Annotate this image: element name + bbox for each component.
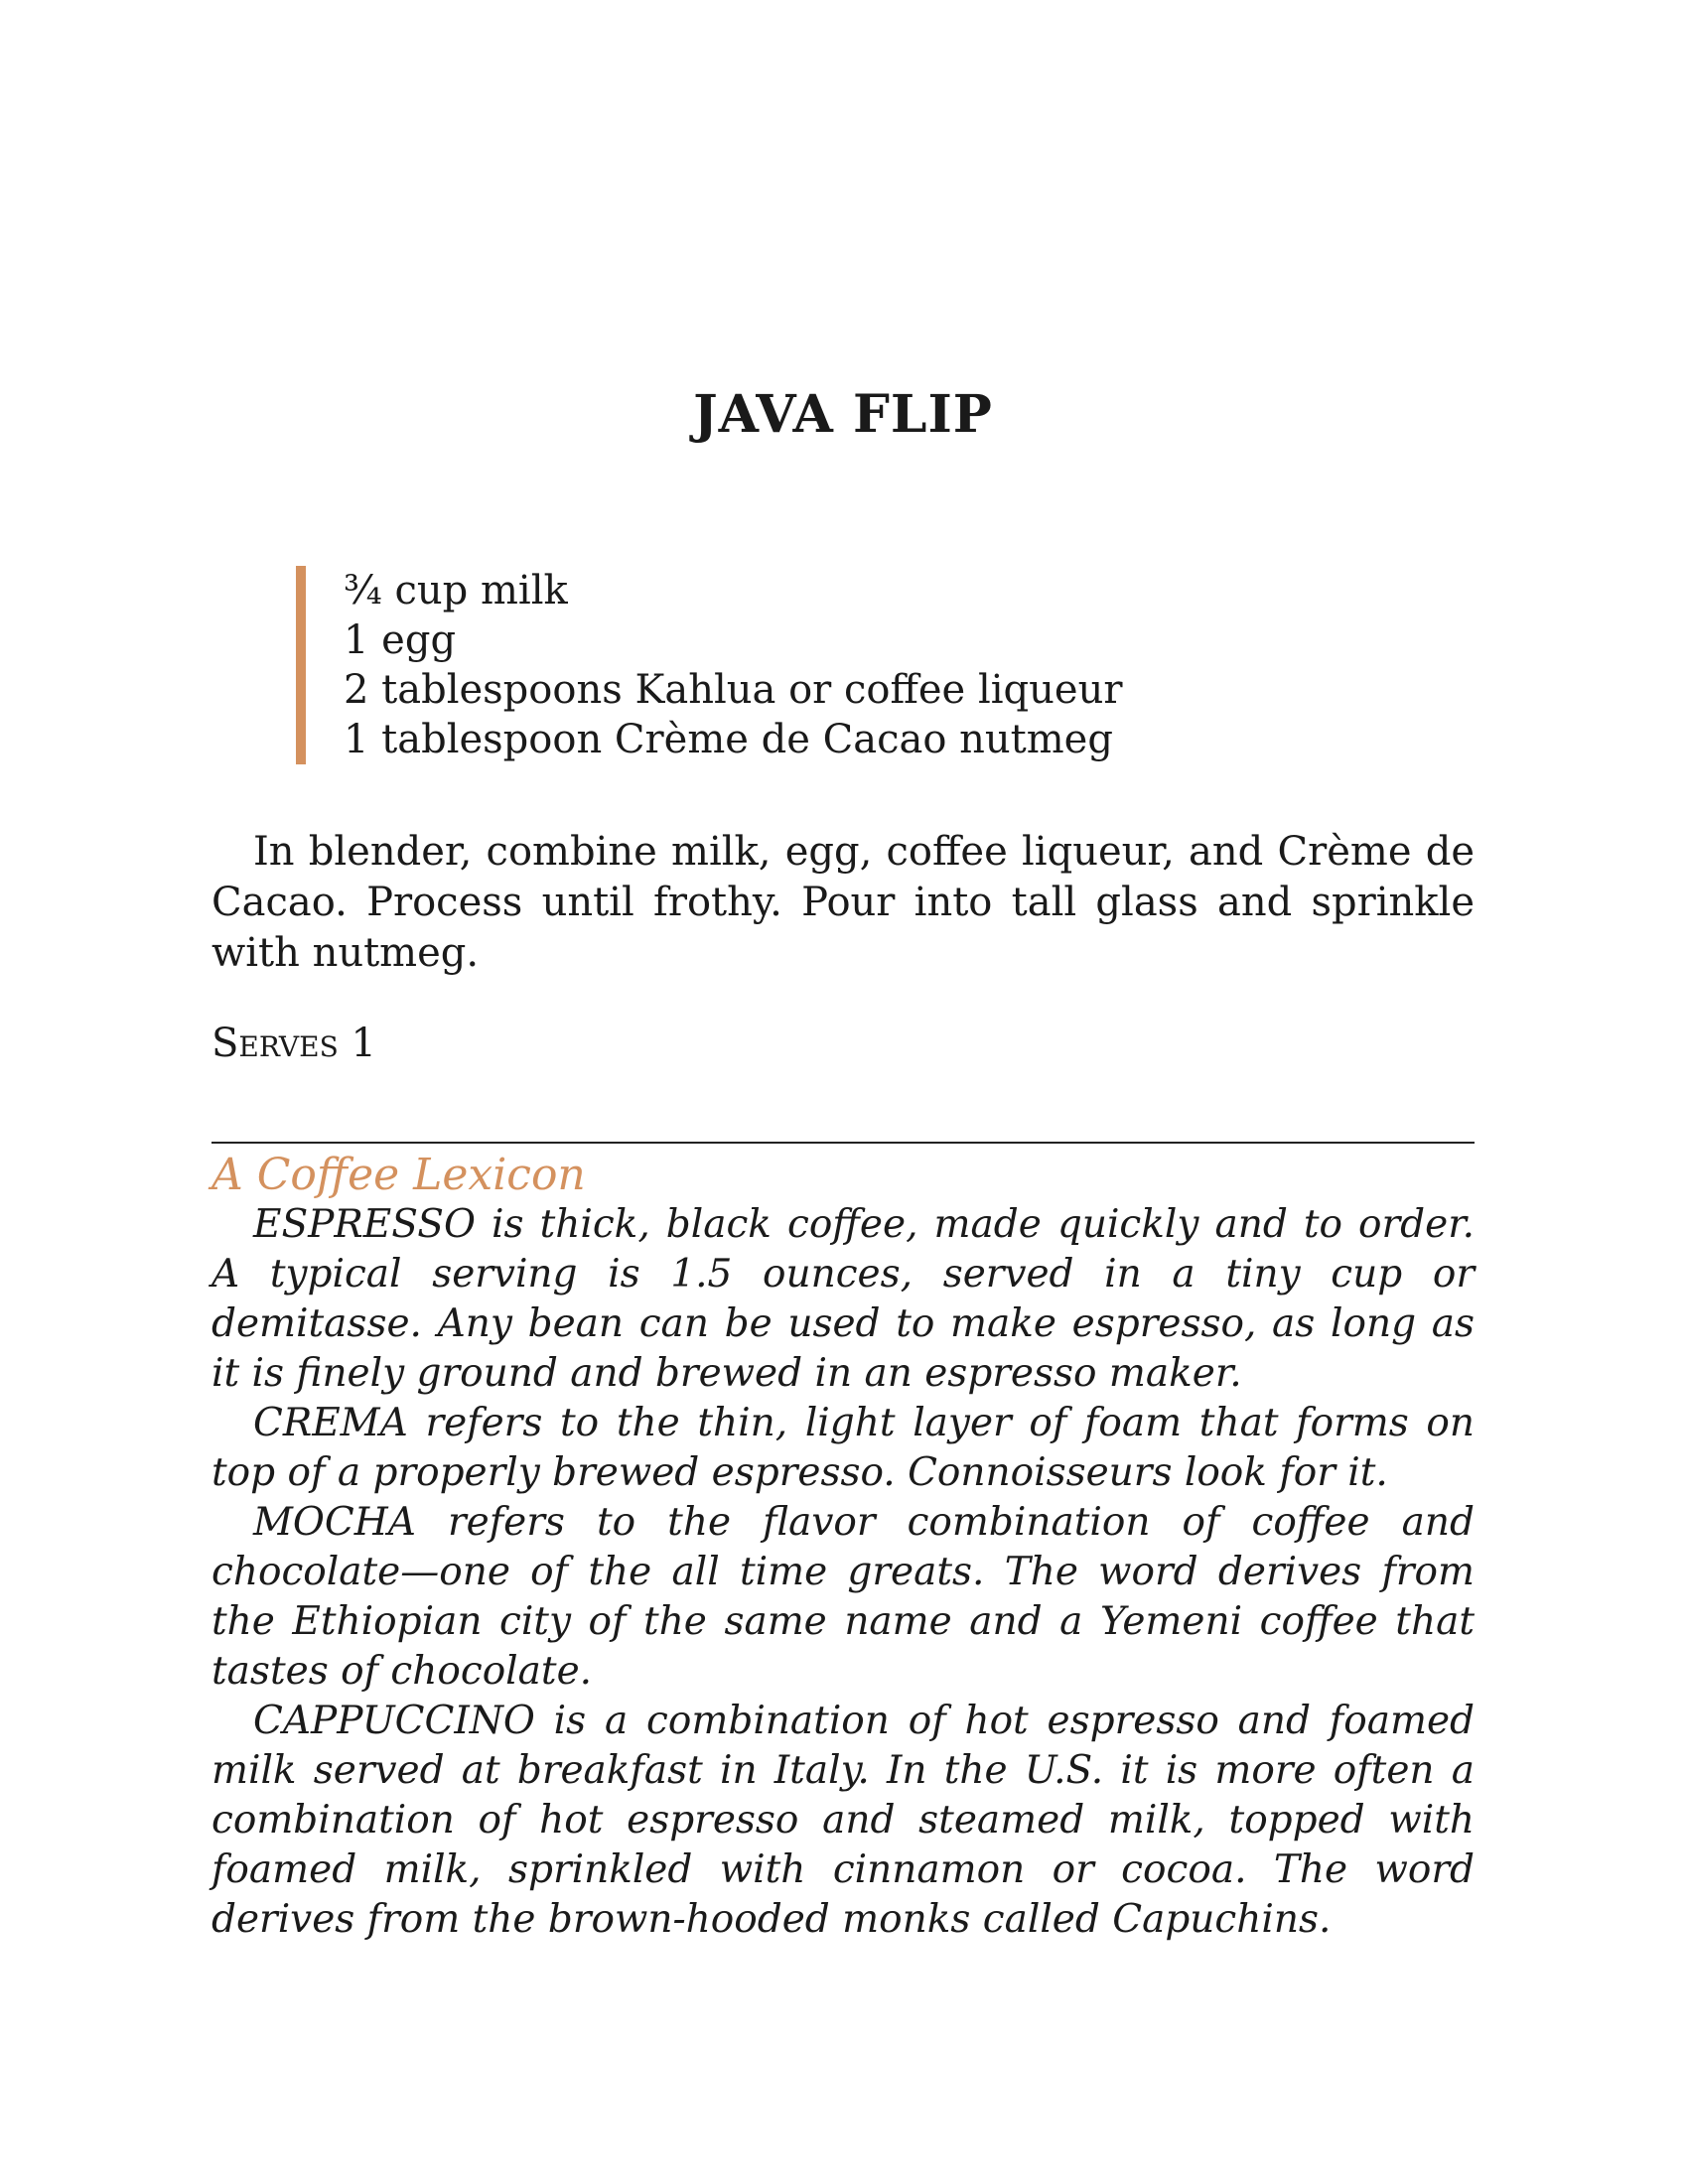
ingredient-item: 1 egg bbox=[344, 617, 457, 663]
ingredient-item: 1 tablespoon Crème de Cacao nutmeg bbox=[344, 717, 1113, 762]
serves-line bbox=[211, 1019, 376, 1068]
section-divider bbox=[211, 1142, 1475, 1144]
serves-label: Serves bbox=[211, 1021, 339, 1066]
recipe-page bbox=[211, 0, 1475, 2184]
recipe-title: JAVA FLIP bbox=[693, 384, 993, 445]
lexicon-body bbox=[211, 1200, 1475, 1945]
ingredient-item: 2 tablespoons Kahlua or coffee liqueur bbox=[344, 667, 1123, 713]
serves-count: 1 bbox=[351, 1021, 376, 1066]
lexicon-entry-crema: CREMA refers to the thin, light layer of foam that forms on top of a properly brewed espresso. Connoisseurs look for it. bbox=[211, 1401, 1475, 1495]
lexicon-entry-espresso: ESPRESSO is thick, black coffee, made quickly and to order. A typical serving is 1.5 ounces, served in a tiny cup or demitasse. Any bean can be used to make espresso, as long as it is finely ground and brewed in an espresso maker. bbox=[211, 1202, 1475, 1396]
ingredient-list bbox=[296, 566, 1122, 764]
lexicon-entry-cappuccino: CAPPUCCINO is a combination of hot espresso and foamed milk served at breakfast in Italy. In the U.S. it is more often a combination of hot espresso and steamed milk, topped with foamed milk, sprinkled with cinnamon or cocoa. The word derives from the brown-hooded monks called Capuchins. bbox=[211, 1699, 1475, 1942]
lexicon-entry-mocha: MOCHA refers to the flavor combination of coffee and chocolate—one of the all time greats. The word derives from the Ethiopian city of the same name and a Yemeni coffee that tastes of chocolate. bbox=[211, 1500, 1475, 1694]
recipe-instructions: In blender, combine milk, egg, coffee liqueur, and Crème de Cacao. Process until frothy. Pour into tall glass and sprinkle with nutmeg. bbox=[211, 829, 1475, 976]
ingredient-item: ¾ cup milk bbox=[344, 568, 568, 614]
lexicon-title: A Coffee Lexicon bbox=[211, 1150, 586, 1200]
